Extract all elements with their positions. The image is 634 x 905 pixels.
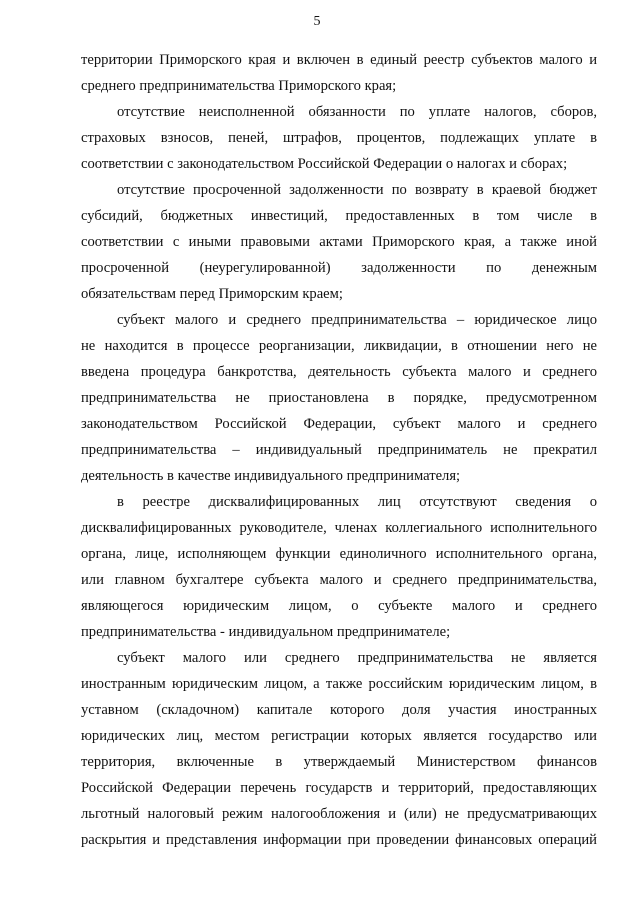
page-number: 5 — [313, 14, 321, 29]
paragraph-line: отсутствие неисполненной обязанности по уплате налогов, сборов, — [117, 104, 597, 120]
paragraph-line: соответствии с иными правовыми актами Приморского края, а также иной — [81, 234, 597, 250]
paragraph-line: предпринимательства – индивидуальный предприниматель не прекратил — [81, 442, 597, 458]
paragraph-line: соответствии с законодательством Российской Федерации о налогах и сборах; — [81, 156, 568, 172]
paragraph-line: территории Приморского края и включен в единый реестр субъектов малого и — [81, 52, 597, 68]
paragraph-line: являющегося юридическим лицом, о субъекте малого и среднего — [81, 598, 597, 614]
paragraph-line: предпринимательства не приостановлена в порядке, предусмотренном — [81, 390, 597, 406]
paragraph-line: страховых взносов, пеней, штрафов, процентов, подлежащих уплате в — [81, 130, 597, 146]
paragraph-line: среднего предпринимательства Приморского края; — [81, 78, 397, 94]
paragraph-line: предпринимательства - индивидуальном предпринимателе; — [81, 624, 451, 640]
paragraph-line: отсутствие просроченной задолженности по возврату в краевой бюджет — [117, 182, 597, 198]
paragraph-line: в реестре дисквалифицированных лиц отсутствуют сведения о — [117, 494, 597, 510]
paragraph-line: обязательствам перед Приморским краем; — [81, 286, 343, 302]
paragraph-line: иностранным юридическим лицом, а также российским юридическим лицом, в — [81, 676, 597, 692]
paragraph-line: уставном (складочном) капитале которого доля участия иностранных — [81, 702, 597, 718]
paragraph-line: законодательством Российской Федерации, субъект малого и среднего — [81, 416, 597, 432]
paragraph-line: или главном бухгалтере субъекта малого и среднего предпринимательства, — [81, 572, 597, 588]
paragraph-line: территория, включенные в утверждаемый Министерством финансов — [81, 754, 597, 770]
paragraph-line: не находится в процессе реорганизации, ликвидации, в отношении него не — [81, 338, 597, 354]
paragraph-line: дисквалифицированных руководителе, членах коллегиального исполнительного — [81, 520, 597, 536]
paragraph-line: раскрытия и представления информации при проведении финансовых операций — [81, 832, 597, 848]
paragraph-line: субсидий, бюджетных инвестиций, предоставленных в том числе в — [81, 208, 597, 224]
paragraph-line: деятельность в качестве индивидуального предпринимателя; — [81, 468, 461, 484]
paragraph-line: введена процедура банкротства, деятельность субъекта малого и среднего — [81, 364, 597, 380]
paragraph-line: Российской Федерации перечень государств и территорий, предоставляющих — [81, 780, 597, 796]
paragraph-line: льготный налоговый режим налогообложения и (или) не предусматривающих — [81, 806, 597, 822]
paragraph-line: субъект малого и среднего предпринимательства – юридическое лицо — [117, 312, 597, 328]
paragraph-line: просроченной (неурегулированной) задолженности по денежным — [81, 260, 597, 276]
paragraph-line: субъект малого или среднего предпринимательства не является — [117, 650, 597, 666]
paragraph-line: органа, лице, исполняющем функции единоличного исполнительного органа, — [81, 546, 597, 562]
paragraph-line: юридических лиц, местом регистрации которых является государство или — [81, 728, 597, 744]
